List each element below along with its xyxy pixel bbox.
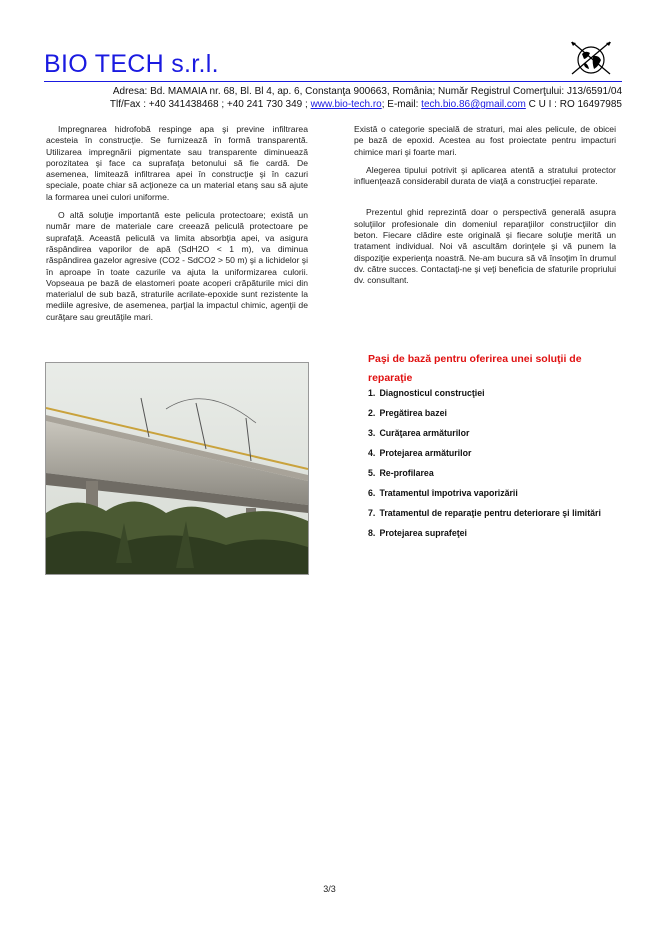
paragraph: Impregnarea hidrofobă respinge apa şi previne infiltrarea acesteia în construcţie. Se furnizează în formă transparentă. Utilizarea impregnării pigmentate sau transparente diminuează porozitatea şi face ca suprafaţa betonului să fie cardă. De asemenea, limitează infiltrarea apei în construcţie şi în cazuri speciale, poate chiar să acţioneze ca un material etanş sau să ajute la formarea unei culori uniforme. — [46, 124, 308, 202]
email-link[interactable]: tech.bio.86@gmail.com — [421, 99, 526, 110]
contact-line — [32, 99, 622, 111]
list-item: 4. Protejarea armăturilor — [368, 448, 472, 458]
website-link[interactable]: www.bio-tech.ro — [310, 99, 382, 110]
list-item: 6. Tratamentul împotriva vaporizării — [368, 488, 518, 498]
header-rule — [44, 81, 622, 82]
globe-logo-icon — [568, 40, 614, 76]
email-prefix: ; E-mail: — [381, 99, 422, 110]
cui-text: C U I : RO 16497985 — [525, 99, 622, 110]
paragraph: Există o categorie specială de straturi, mai ales pelicule, de obicei pe bază de epoxid. Acestea au fost proiectate pentru impacturi chimice mari şi foarte mari. — [354, 124, 616, 157]
list-item: 1. Diagnosticul construcţiei — [368, 388, 485, 398]
list-item: 3. Curăţarea armăturilor — [368, 428, 470, 438]
right-column — [354, 124, 616, 294]
steps-list — [368, 388, 618, 548]
left-column — [46, 124, 308, 330]
list-item: 8. Protejarea suprafeţei — [368, 528, 467, 538]
page-number: 3/3 — [323, 884, 336, 894]
list-item: 5. Re-profilarea — [368, 468, 434, 478]
phone-text: Tlf/Fax : +40 341438468 ; +40 241 730 349 ; — [109, 99, 311, 110]
bridge-photo — [45, 362, 309, 575]
list-item: 2. Pregătirea bazei — [368, 408, 447, 418]
list-item: 7. Tratamentul de reparaţie pentru deteriorare şi limitări — [368, 508, 601, 518]
company-title: BIO TECH s.r.l. — [44, 50, 219, 78]
paragraph: Alegerea tipului potrivit şi aplicarea atentă a stratului protector influenţează considerabil durata de viaţă a construcţiei reparate. — [354, 164, 616, 187]
paragraph: O altă soluţie importantă este pelicula protectoare; există un număr mare de materiale care creează peliculă protectoare pe suprafaţă. Această peliculă va limita absorbţia apei, va asigura răspândirea vaporilor de apă (SdH2O < 1 m), va diminua răspândirea gazelor agresive (CO2 - SdCO2 > 50 m) şi a lichidelor şi în aproape în toate cazurile va ajuta la uniformizarea culorii. Vopseaua pe bază de elastomeri poate acoperi crăpăturile mici din materialul de sub bază, straturile acrilate-epoxide sunt rezistente la mediile agresive, de asemenea, parţial la impactul chimic, agenţii de curăţare sau greutăţile mari. — [46, 210, 308, 322]
steps-title: Paşi de bază pentru oferirea unei soluţii de reparaţie — [368, 353, 582, 384]
address-line: Adresa: Bd. MAMAIA nr. 68, Bl. Bl 4, ap. 6, Constanţa 900663, România; Număr Registrul Comerţului: J13/6591/04 — [112, 86, 622, 97]
paragraph: Prezentul ghid reprezintă doar o perspectivă generală asupra soluţiilor profesionale din domeniul reparaţiilor construcţiilor din beton. Fiecare clădire este originală şi fiecare soluţie merită un tratament individual. Noi vă ascultăm dorinţele şi vă punem la dispoziţie experienţa noastră. Ne-am bucura să vă însoţim în drumul dv. către succes. Contactaţi-ne şi veţi beneficia de sfaturile propriului dv. consultant. — [354, 207, 616, 286]
